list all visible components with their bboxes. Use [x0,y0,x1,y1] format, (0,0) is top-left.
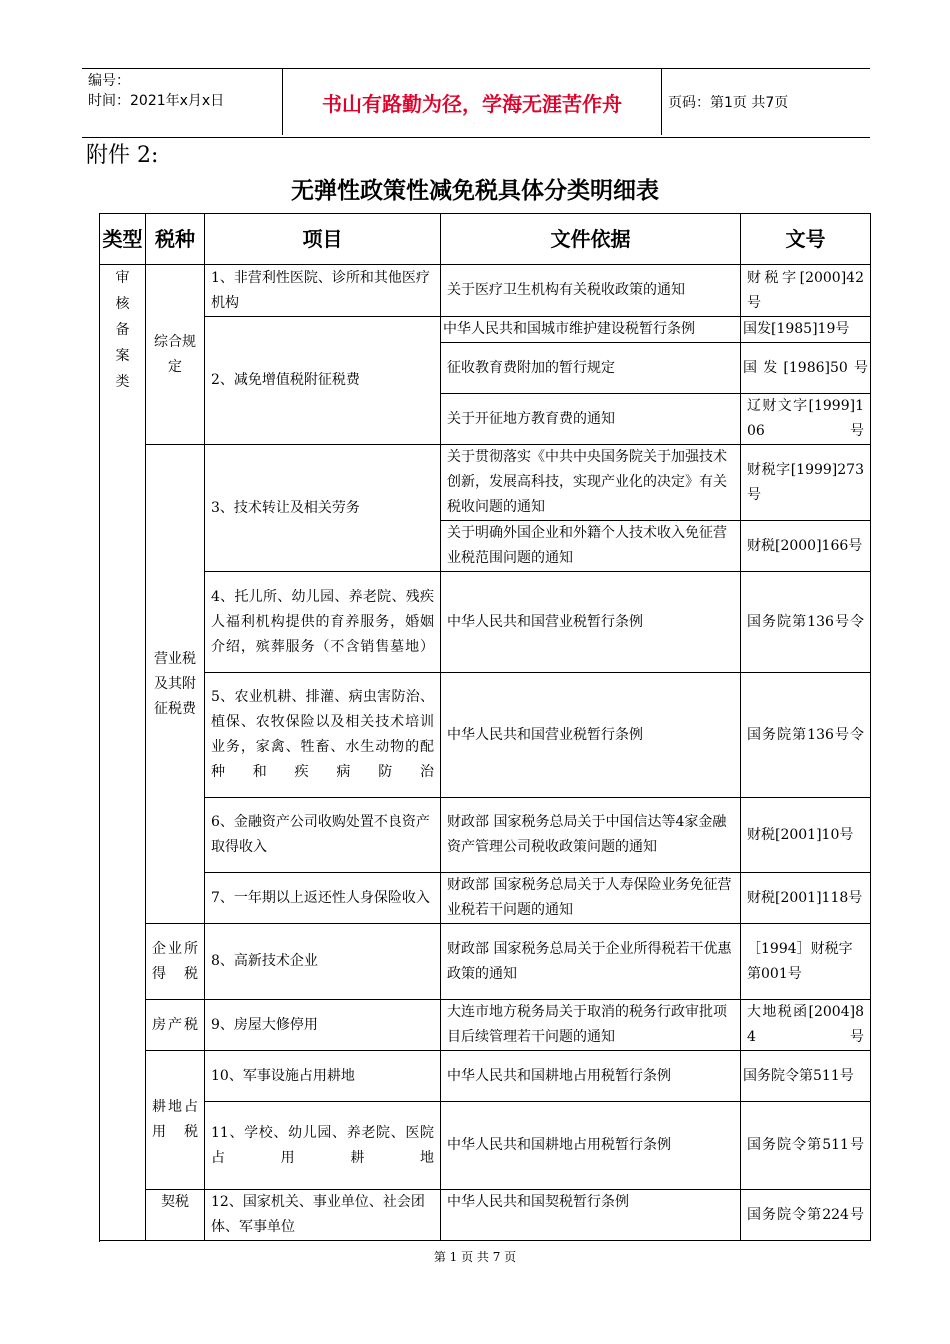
basis-cell: 中华人民共和国营业税暂行条例 [441,572,741,673]
time-label: 时间：2021年x月x日 [88,93,225,109]
number-label: 编号： [88,73,130,89]
basis-cell: 关于开征地方教育费的通知 [441,394,741,445]
header-item: 项目 [205,214,441,265]
table-row [100,673,871,798]
basis-cell: 中华人民共和国营业税暂行条例 [441,673,741,798]
item-cell: 10、军事设施占用耕地 [205,1051,441,1102]
docno-cell: 辽财文字[1999]106号 [741,394,871,445]
table-header-row [100,214,871,265]
page-footer: 第 1 页 共 7 页 [433,1250,517,1264]
basis-cell: 财政部 国家税务总局关于人寿保险业务免征营业税若干问题的通知 [441,873,741,924]
docno-cell: 财税字[1999]273号 [741,445,871,521]
tax-cell: 综合规定 [146,265,205,445]
basis-cell: 中华人民共和国耕地占用税暂行条例 [441,1051,741,1102]
docno-cell: 国务院第136号令 [741,673,871,798]
docno-cell: 国发[1986]50号 [741,343,871,394]
item-cell: 2、减免增值税附征税费 [205,317,441,445]
table-row [100,1102,871,1190]
item-cell: 8、高新技术企业 [205,924,441,1000]
item-cell: 3、技术转让及相关劳务 [205,445,441,572]
basis-cell: 大连市地方税务局关于取消的税务行政审批项目后续管理若干问题的通知 [441,1000,741,1051]
docno-cell: 国务院令第511号 [741,1051,871,1102]
basis-cell: 中华人民共和国城市维护建设税暂行条例 [441,317,741,343]
header-basis: 文件依据 [441,214,741,265]
table-row [100,445,871,521]
table-row [100,572,871,673]
docno-cell: 国务院令第224号 [741,1190,871,1241]
docno-cell: ［1994］财税字第001号 [741,924,871,1000]
page-title: 无弹性政策性减免税具体分类明细表 [291,178,659,204]
item-cell: 6、金融资产公司收购处置不良资产取得收入 [205,798,441,873]
page-info: 页码：第1页 共7页 [668,95,789,111]
docno-cell: 国发[1985]19号 [741,317,871,343]
page-header [82,68,870,138]
motto: 书山有路勤为径，学海无涯苦作舟 [282,69,662,135]
docno-cell: 国务院令第511号 [741,1102,871,1190]
docno-cell: 财税字[2000]42号 [741,265,871,317]
table-row [100,265,871,317]
basis-cell: 征收教育费附加的暂行规定 [441,343,741,394]
item-cell: 12、国家机关、事业单位、社会团体、军事单位 [205,1190,441,1241]
tax-cell: 营业税及其附征税费 [146,445,205,924]
header-docno: 文号 [741,214,871,265]
item-cell: 7、一年期以上返还性人身保险收入 [205,873,441,924]
basis-cell: 关于明确外国企业和外籍个人技术收入免征营业税范围问题的通知 [441,521,741,572]
docno-cell: 大地税函[2004]84号 [741,1000,871,1051]
tax-cell: 契税 [146,1190,205,1241]
table-row [100,924,871,1000]
docno-cell: 财税[2001]118号 [741,873,871,924]
header-type: 类型 [100,214,146,265]
basis-cell: 关于贯彻落实《中共中央国务院关于加强技术创新，发展高科技，实现产业化的决定》有关税收问题的通知 [441,445,741,521]
basis-cell: 财政部 国家税务总局关于企业所得税若干优惠政策的通知 [441,924,741,1000]
docno-cell: 国务院第136号令 [741,572,871,673]
tax-cell: 房产税 [146,1000,205,1051]
table-row [100,1051,871,1102]
table-row [100,873,871,924]
docno-cell: 财税[2001]10号 [741,798,871,873]
basis-cell: 财政部 国家税务总局关于中国信达等4家金融资产管理公司税收政策问题的通知 [441,798,741,873]
category-cell: 审核备案类 [100,265,146,1241]
basis-cell: 关于医疗卫生机构有关税收政策的通知 [441,265,741,317]
table-row [100,317,871,343]
table-row [100,1000,871,1051]
header-meta [88,71,286,111]
tax-table [99,213,871,1241]
item-cell: 9、房屋大修停用 [205,1000,441,1051]
item-cell: 5、农业机耕、排灌、病虫害防治、植保、农牧保险以及相关技术培训业务，家禽、牲畜、水生动物的配种和疾病防治 [205,673,441,798]
item-cell: 11、学校、幼儿园、养老院、医院占用耕地 [205,1102,441,1190]
item-cell: 4、托儿所、幼儿园、养老院、残疾人福利机构提供的育养服务，婚姻介绍，殡葬服务（不含销售墓地） [205,572,441,673]
basis-cell: 中华人民共和国耕地占用税暂行条例 [441,1102,741,1190]
docno-cell: 财税[2000]166号 [741,521,871,572]
tax-cell: 企业所得税 [146,924,205,1000]
item-cell: 1、非营利性医院、诊所和其他医疗机构 [205,265,441,317]
header-tax: 税种 [146,214,205,265]
basis-cell: 中华人民共和国契税暂行条例 [441,1190,741,1241]
tax-cell: 耕地占用税 [146,1051,205,1190]
table-row [100,798,871,873]
attachment-label: 附件 2: [86,143,159,168]
table-row [100,1190,871,1241]
